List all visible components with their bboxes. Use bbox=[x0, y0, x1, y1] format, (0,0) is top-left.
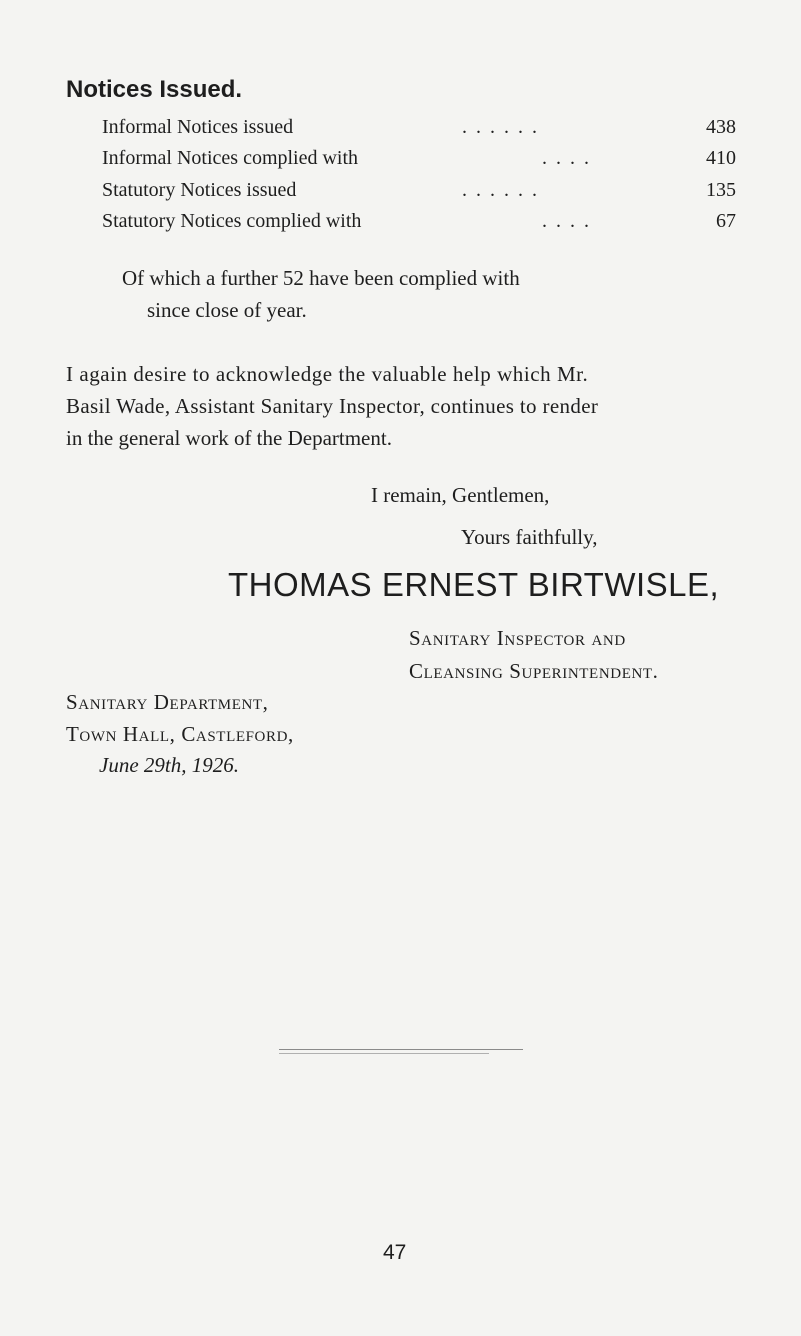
note-line-2: since close of year. bbox=[147, 298, 307, 322]
closing-remain: I remain, Gentlemen, bbox=[371, 483, 550, 507]
leader-dots: . . . . bbox=[542, 210, 591, 232]
leader-dots: . . . . . . bbox=[462, 116, 539, 138]
notice-value: 438 bbox=[706, 116, 736, 138]
divider-rule-faint bbox=[279, 1053, 489, 1054]
signatory-title-line-2: Cleansing Superintendent. bbox=[409, 659, 659, 683]
acknowledgement-line-3: in the general work of the Department. bbox=[66, 426, 392, 450]
notice-label: Informal Notices complied with bbox=[102, 147, 359, 169]
notice-label: Informal Notices issued bbox=[102, 116, 294, 138]
notice-value: 410 bbox=[706, 147, 736, 169]
notice-value: 67 bbox=[716, 210, 736, 232]
notice-row-informal-issued bbox=[102, 116, 736, 144]
leader-dots: . . . . . . bbox=[462, 179, 539, 201]
closing-faithfully: Yours faithfully, bbox=[461, 525, 598, 549]
leader-dots: . . . . bbox=[542, 147, 591, 169]
divider-rule bbox=[279, 1049, 523, 1050]
notice-value: 135 bbox=[706, 179, 736, 201]
notice-row-statutory-issued bbox=[102, 179, 736, 207]
acknowledgement-line-2: Basil Wade, Assistant Sanitary Inspector, continues to render bbox=[66, 394, 599, 418]
address-line-2: Town Hall, Castleford, bbox=[66, 722, 294, 746]
address-line-1: Sanitary Department, bbox=[66, 690, 269, 714]
signatory-name: THOMAS ERNEST BIRTWISLE, bbox=[228, 566, 720, 603]
address-date: June 29th, 1926. bbox=[99, 753, 239, 777]
notice-label: Statutory Notices issued bbox=[102, 179, 297, 201]
section-heading: Notices Issued. bbox=[66, 76, 243, 103]
page-number: 47 bbox=[383, 1241, 407, 1264]
signatory-title-line-1: Sanitary Inspector and bbox=[409, 626, 626, 650]
notice-label: Statutory Notices complied with bbox=[102, 210, 362, 232]
acknowledgement-line-1: I again desire to acknowledge the valuable help which Mr. bbox=[66, 362, 589, 386]
notice-row-informal-complied bbox=[102, 147, 736, 175]
note-line-1: Of which a further 52 have been complied with bbox=[122, 266, 520, 290]
notice-row-statutory-complied bbox=[102, 210, 736, 238]
